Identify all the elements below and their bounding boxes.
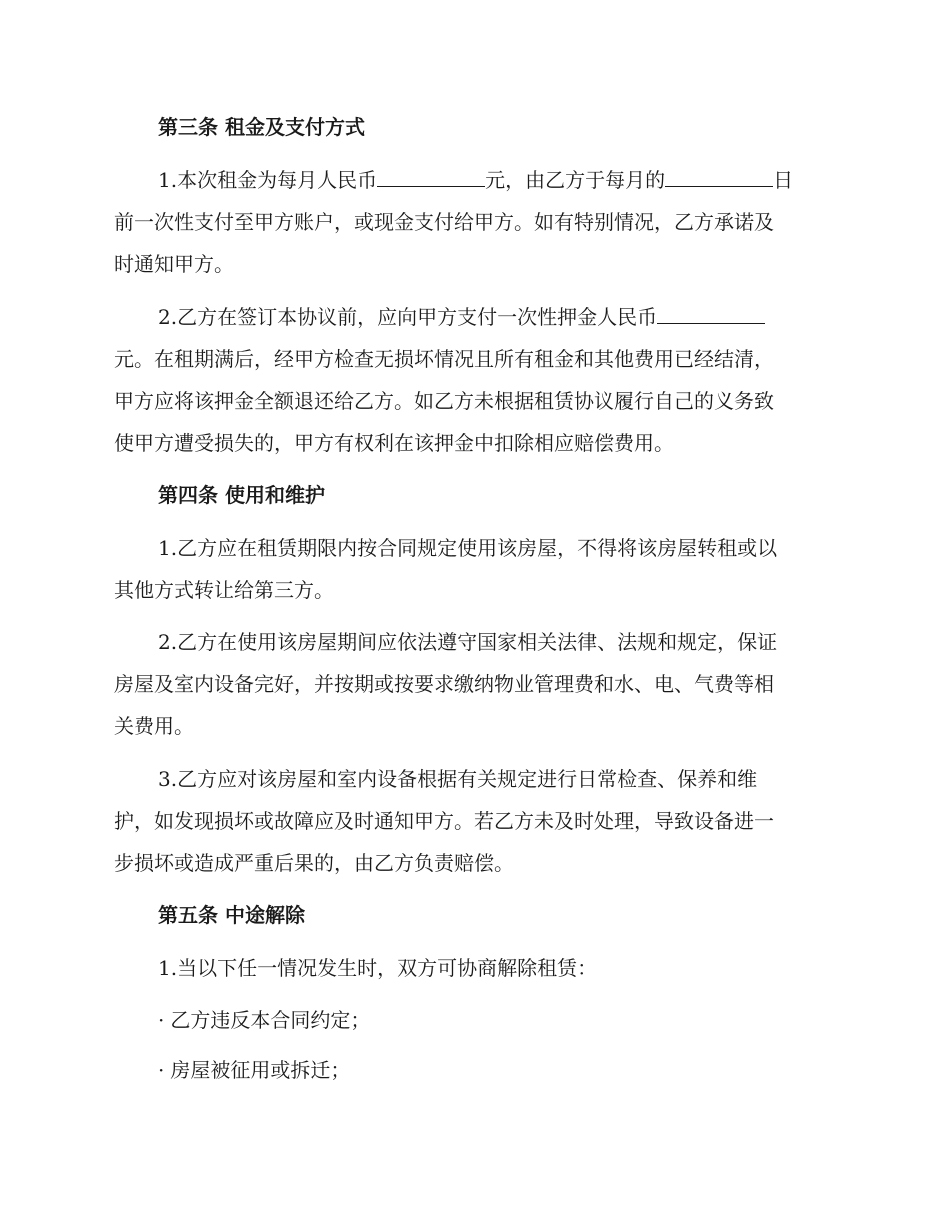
bullet-item: [158, 1056, 350, 1084]
s3-p2-text-a: 2.乙方在签订本协议前，应向甲方支付一次性押金人民币: [158, 305, 658, 329]
s3-p1-text-c: 日: [773, 168, 794, 192]
s5-p1-line1: 1.当以下任一情况发生时，双方可协商解除租赁：: [158, 956, 598, 980]
section-4-heading: 第四条 使用和维护: [158, 483, 325, 507]
s3-p1-line3: 时通知甲方。: [114, 252, 234, 276]
deposit-amount-blank[interactable]: [657, 303, 765, 324]
bullet-item: [158, 1006, 370, 1034]
s4-p3-line3: 步损坏或造成严重后果的，由乙方负责赔偿。: [114, 851, 514, 875]
bullet-marker: ·: [158, 1008, 165, 1032]
s3-p2-line4: 使甲方遭受损失的，甲方有权利在该押金中扣除相应赔偿费用。: [114, 431, 674, 455]
s3-p2-line2: 元。在租期满后，经甲方检查无损坏情况且所有租金和其他费用已经结清，: [114, 347, 774, 371]
section-5-heading: 第五条 中途解除: [158, 903, 305, 927]
s4-p1-line2: 其他方式转让给第三方。: [114, 578, 334, 602]
s4-p2-line3: 关费用。: [114, 714, 194, 738]
s4-p3-line2: 护，如发现损坏或故障应及时通知甲方。若乙方未及时处理，导致设备进一: [114, 809, 774, 833]
bullet-text: 房屋被征用或拆迁；: [170, 1058, 351, 1082]
s4-p2-line2: 房屋及室内设备完好，并按期或按要求缴纳物业管理费和水、电、气费等相: [114, 672, 774, 696]
s3-p2-line3: 甲方应将该押金全额退还给乙方。如乙方未根据租赁协议履行自己的义务致: [114, 389, 774, 413]
bullet-marker: ·: [158, 1058, 165, 1082]
s4-p3-line1: 3.乙方应对该房屋和室内设备根据有关规定进行日常检查、保养和维: [158, 767, 758, 791]
s3-p2-line1: [158, 303, 765, 331]
s3-p1-text-a: 1.本次租金为每月人民币: [158, 168, 378, 192]
s3-p1-line2: 前一次性支付至甲方账户，或现金支付给甲方。如有特别情况，乙方承诺及: [114, 210, 774, 234]
payment-day-blank[interactable]: [665, 166, 773, 187]
s3-p1-line1: [158, 166, 793, 194]
bullet-text: 乙方违反本合同约定；: [170, 1008, 371, 1032]
section-3-heading: 第三条 租金及支付方式: [158, 115, 365, 139]
rent-amount-blank[interactable]: [377, 166, 485, 187]
s3-p1-text-b: 元，由乙方于每月的: [485, 168, 666, 192]
s4-p2-line1: 2.乙方在使用该房屋期间应依法遵守国家相关法律、法规和规定，保证: [158, 630, 778, 654]
s4-p1-line1: 1.乙方应在租赁期限内按合同规定使用该房屋，不得将该房屋转租或以: [158, 536, 778, 560]
